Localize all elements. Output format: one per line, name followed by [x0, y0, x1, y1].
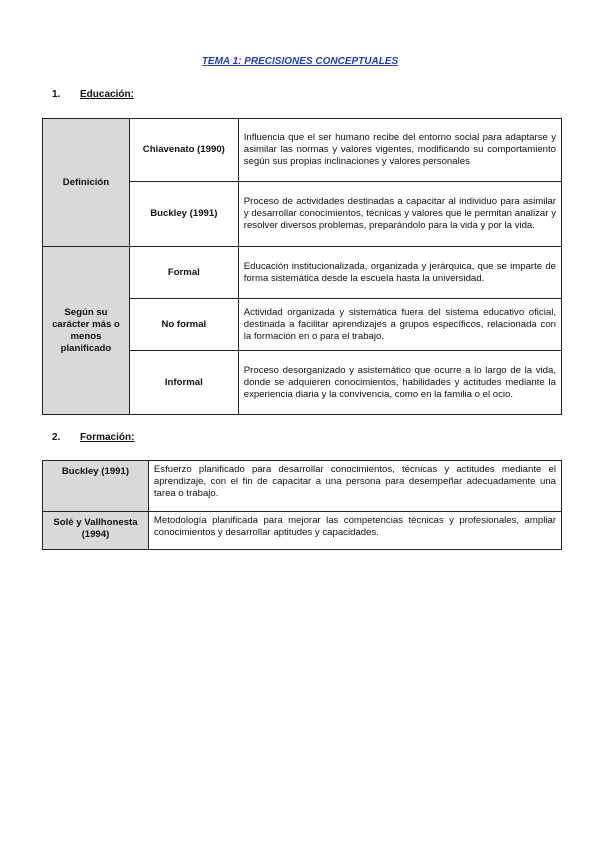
description-cell: Proceso de actividades destinadas a capacitar al individuo para asimilar y desarrollar conocimientos, técnicas y valores que le permitan analizar y resolver diversos problemas, preparándolo para la vida y por la vida.: [238, 182, 561, 247]
author-cell: Chiavenato (1990): [129, 119, 238, 182]
section-2-title: Formación:: [80, 432, 135, 443]
section-2-heading: [52, 432, 134, 443]
education-table: [42, 118, 562, 415]
description-cell: Proceso desorganizado y asistemático que ocurre a lo largo de la vida, donde se adquieren conocimientos, habilidades y actitudes mediante la experiencia diaria y la convivencia, como en la familia o el ocio.: [238, 351, 561, 415]
type-cell: Formal: [129, 247, 238, 299]
description-cell: Educación institucionalizada, organizada y jerárquica, que se imparte de forma sistemática desde la escuela hasta la universidad.: [238, 247, 561, 299]
description-cell: Influencia que el ser humano recibe del entorno social para adaptarse y asimilar las normas y valores vigentes, modificando su comportamiento según sus propias inclinaciones y valores personales: [238, 119, 561, 182]
description-cell: Metodología planificada para mejorar las competencias técnicas y profesionales, ampliar conocimientos y desarrollar aptitudes y capacidades.: [148, 512, 561, 550]
author-cell: Solé y Vallhonesta (1994): [43, 512, 149, 550]
page-title: TEMA 1: PRECISIONES CONCEPTUALES: [201, 56, 399, 67]
table-row: [43, 512, 562, 550]
table-row: [43, 247, 562, 299]
section-1-title: Educación:: [80, 89, 134, 100]
section-1-number: 1.: [52, 89, 61, 100]
table-row: [43, 461, 562, 512]
type-cell: No formal: [129, 299, 238, 351]
description-cell: Esfuerzo planificado para desarrollar conocimientos, técnicas y actitudes mediante el aprendizaje, con el fin de capacitar a una persona para desempeñar adecuadamente una tarea o trabajo.: [148, 461, 561, 512]
section-2-number: 2.: [52, 432, 61, 443]
description-cell: Actividad organizada y sistemática fuera del sistema educativo oficial, destinada a facilitar aprendizajes a grupos específicos, relacionada con la formación en o para el trabajo.: [238, 299, 561, 351]
section-1-heading: [52, 89, 134, 100]
definicion-label: Definición: [43, 119, 130, 247]
author-cell: Buckley (1991): [43, 461, 149, 512]
caracter-label: Según su carácter más o menos planificado: [43, 247, 130, 415]
author-cell: Buckley (1991): [129, 182, 238, 247]
type-cell: Informal: [129, 351, 238, 415]
table-row: [43, 119, 562, 182]
formacion-table: [42, 460, 562, 550]
